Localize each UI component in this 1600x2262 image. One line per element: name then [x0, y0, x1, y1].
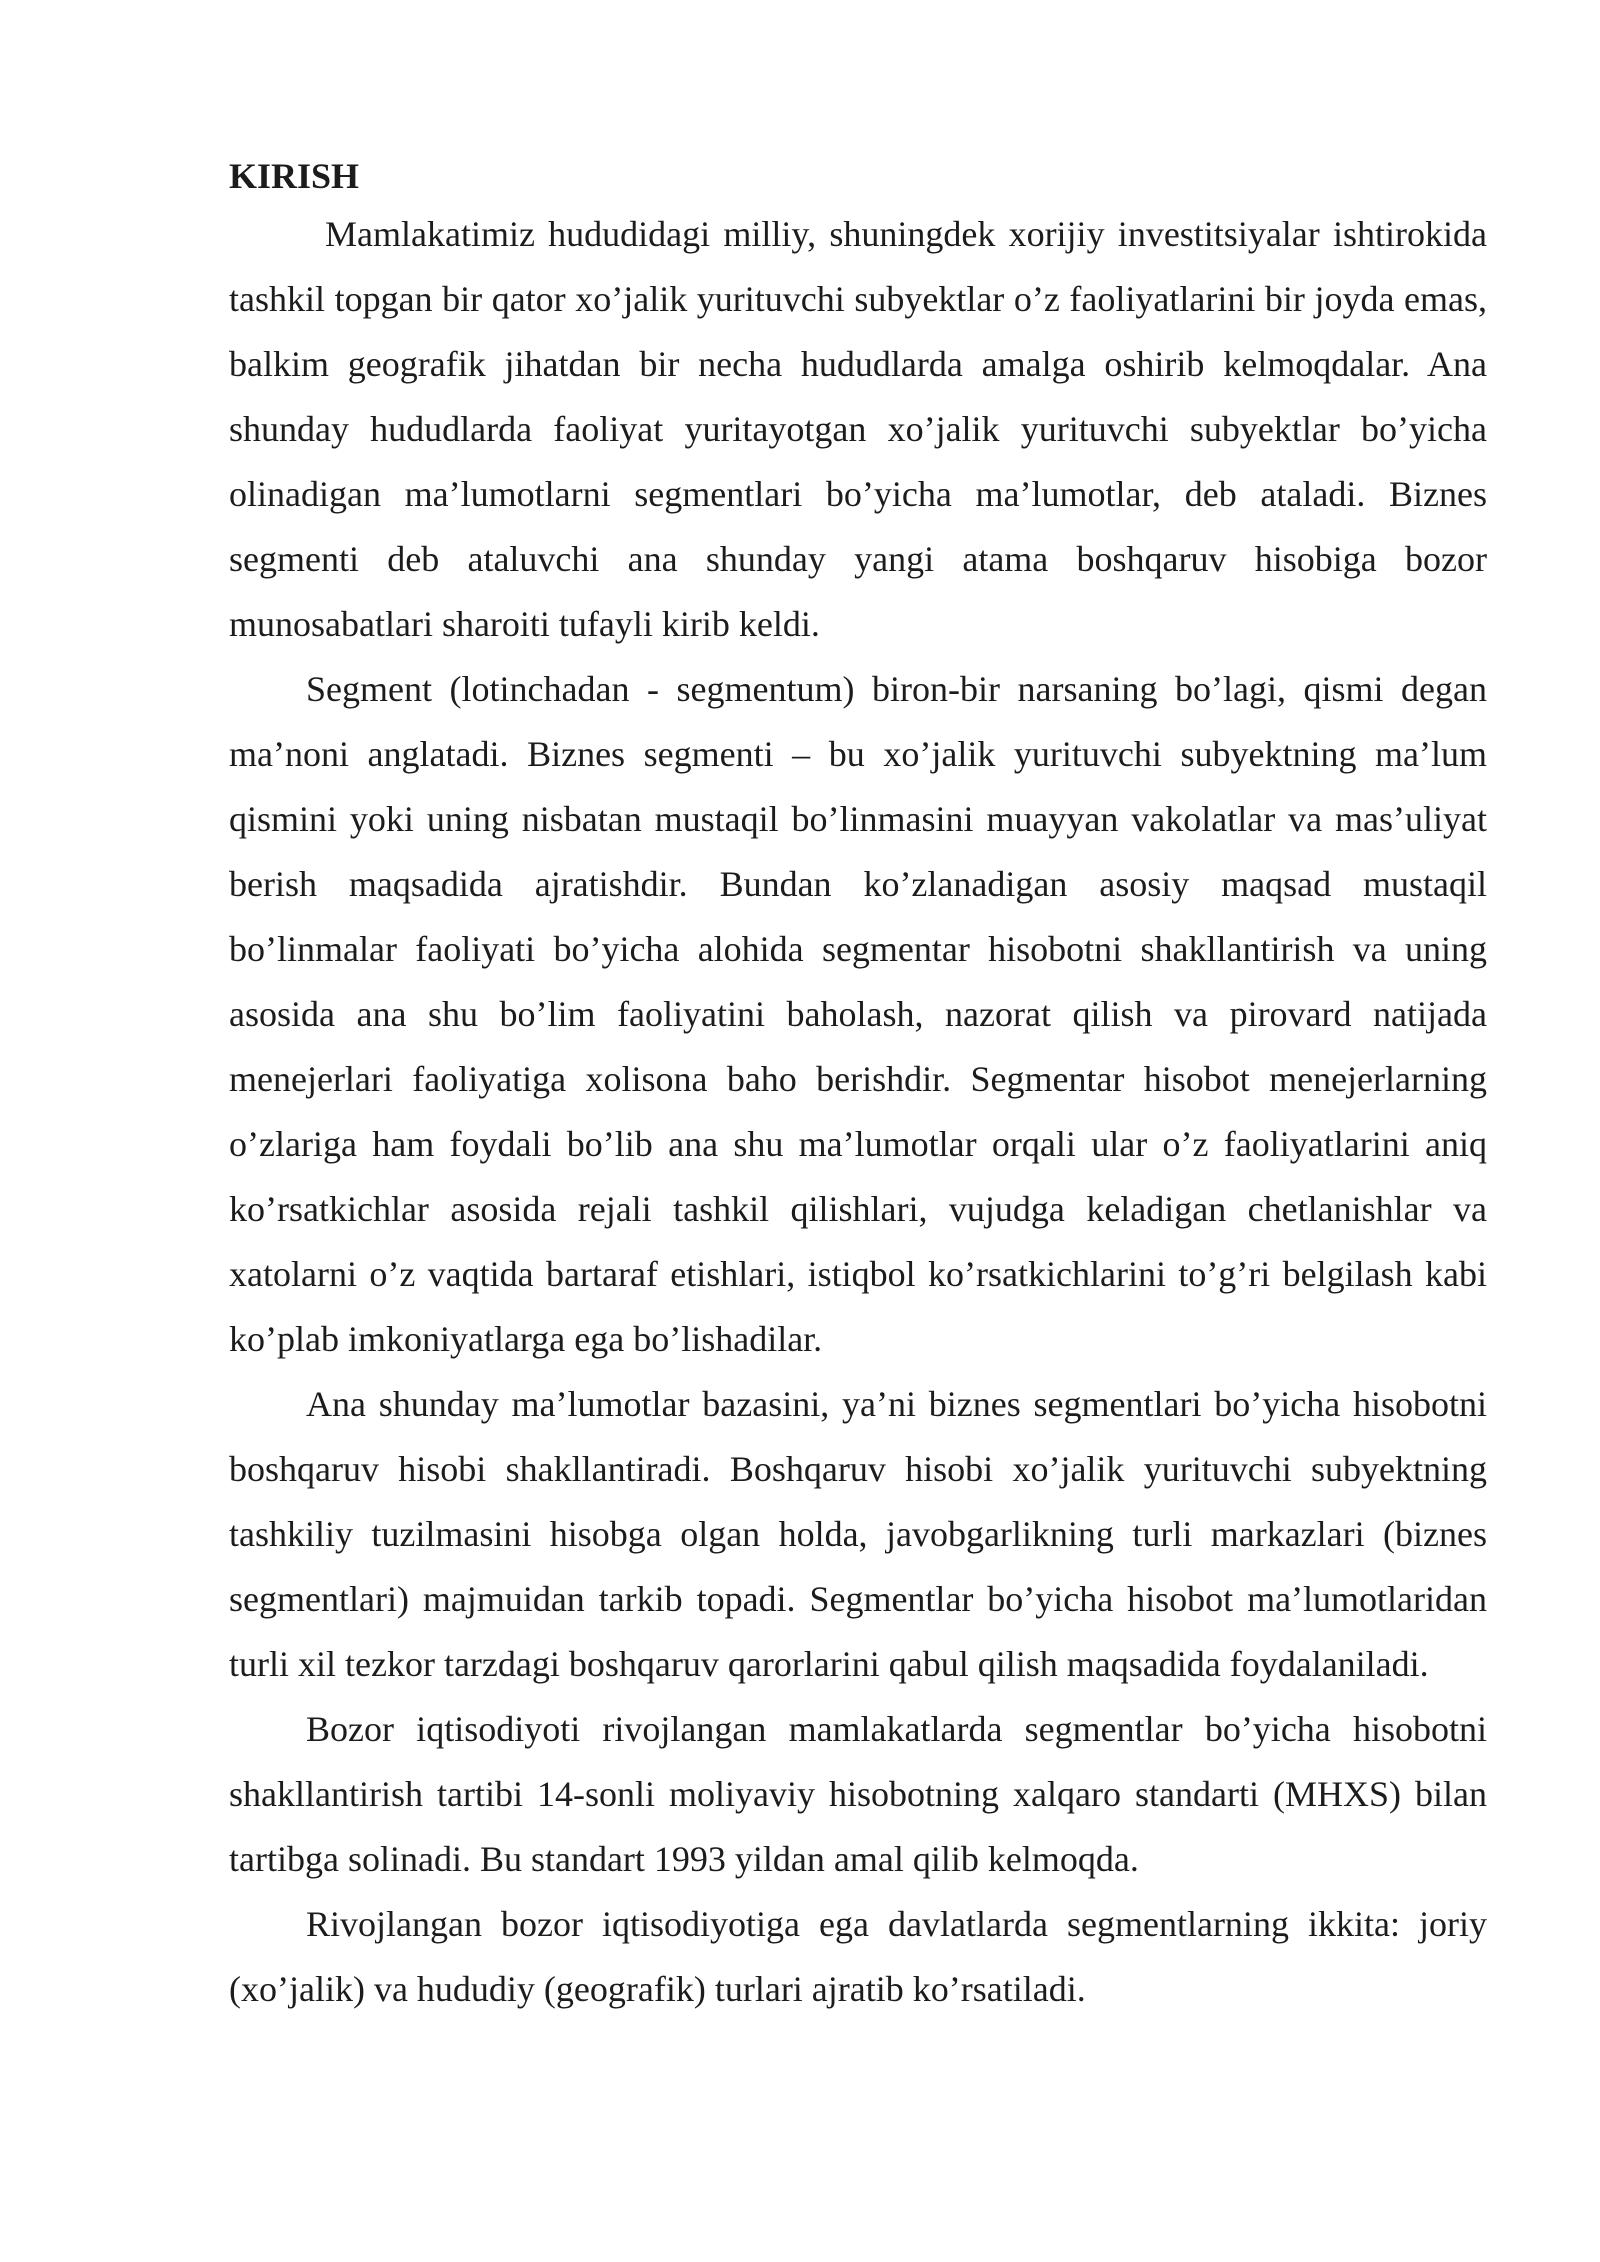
paragraph-2: Segment (lotinchadan - segmentum) biron-bir narsaning bo’lagi, qismi degan ma’noni anglatadi. Biznes segmenti – bu xo’jalik yurituvchi subyektning ma’lum qismini yoki uning nisbatan mustaqil bo’linmasini muayyan vakolatlar va mas’uliyat berish maqsadida ajratishdir. Bundan ko’zlanadigan asosiy maqsad mustaqil bo’linmalar faoliyati bo’yicha alohida segmentar hisobotni shakllantirish va uning asosida ana shu bo’lim faoliyatini baholash, nazorat qilish va pirovard natijada menejerlari faoliyatiga xolisona baho berishdir. Segmentar hisobot menejerlarning o’zlariga ham foydali bo’lib ana shu ma’lumotlar orqali ular o’z faoliyatlarini aniq ko’rsatkichlar asosida rejali tashkil qilishlari, vujudga keladigan chetlanishlar va xatolarni o’z vaqtida bartaraf etishlari, istiqbol ko’rsatkichlarini to’g’ri belgilash kabi ko’plab imkoniyatlarga ega bo’lishadilar.: [229, 669, 1487, 1359]
paragraph-3: Ana shunday ma’lumotlar bazasini, ya’ni biznes segmentlari bo’yicha hisobotni boshqaruv hisobi shakllantiradi. Boshqaruv hisobi xo’jalik yurituvchi subyektning tashkiliy tuzilmasini hisobga olgan holda, javobgarlikning turli markazlari (biznes segmentlari) majmuidan tarkib topadi. Segmentlar bo’yicha hisobot ma’lumotlaridan turli xil tezkor tarzdagi boshqaruv qarorlarini qabul qilish maqsadida foydalaniladi.: [229, 1384, 1487, 1684]
paragraph-1: Mamlakatimiz hududidagi milliy, shuningdek xorijiy investitsiyalar ishtirokida tashkil topgan bir qator xo’jalik yurituvchi subyektlar o’z faoliyatlarini bir joyda emas, balkim geografik jihatdan bir necha hududlarda amalga oshirib kelmoqdalar. Ana shunday hududlarda faoliyat yuritayotgan xo’jalik yurituvchi subyektlar bo’yicha olinadigan ma’lumotlarni segmentlari bo’yicha ma’lumotlar, deb ataladi. Biznes segmenti deb ataluvchi ana shunday yangi atama boshqaruv hisobiga bozor munosabatlari sharoiti tufayli kirib keldi.: [229, 214, 1487, 644]
section-heading: KIRISH: [229, 156, 360, 196]
paragraph-5: Rivojlangan bozor iqtisodiyotiga ega davlatlarda segmentlarning ikkita: joriy (xo’jalik) va hududiy (geografik) turlari ajratib ko’rsatiladi.: [229, 1904, 1487, 2009]
document-body: [229, 150, 1487, 2022]
paragraph-4: Bozor iqtisodiyoti rivojlangan mamlakatlarda segmentlar bo’yicha hisobotni shakllantirish tartibi 14-sonli moliyaviy hisobotning xalqaro standarti (MHXS) bilan tartibga solinadi. Bu standart 1993 yildan amal qilib kelmoqda.: [229, 1709, 1487, 1879]
